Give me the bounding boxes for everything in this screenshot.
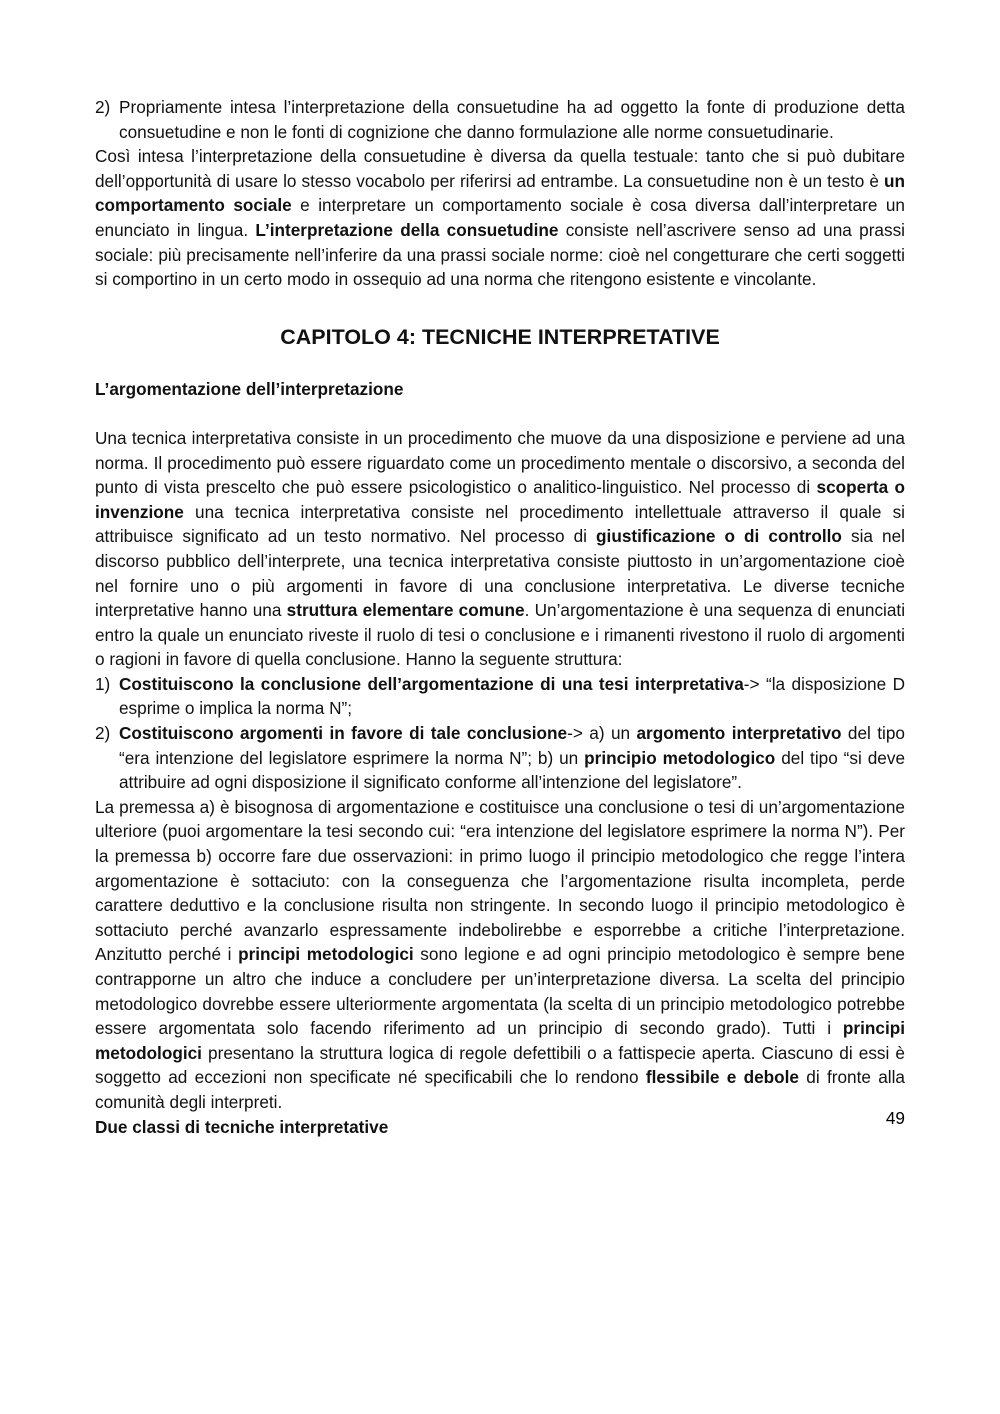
- bold-run: scoperta o invenzione: [95, 477, 905, 522]
- text-run: sia nel discorso pubblico dell’interprete, una tecnica interpretativa consiste piuttosto in un’argomentazione cioè nel fornire uno o più argomenti in favore di una conclusione interpretativa. Le diverse tecniche interpretative hanno una: [95, 526, 905, 621]
- text-run: . Un’argomentazione è una sequenza di enunciati entro la quale un enunciato riveste il ruolo di tesi o conclusione e i rimanenti rivestono il ruolo di argomenti o ragioni in favore di quella conclusione. Hanno la seguente struttura:: [95, 600, 906, 670]
- text-run: -> “la disposizione D esprime o implica la norma N”;: [119, 673, 905, 719]
- list-text: Propriamente intesa l’interpretazione della consuetudine ha ad oggetto la fonte di produzione detta consuetudine e non le fonti di cognizione che danno formulazione alle norme consuetudinarie.: [119, 97, 905, 142]
- closing-heading: [95, 1115, 905, 1140]
- page-number: 49: [885, 1108, 905, 1128]
- bold-run: flessibile e debole: [645, 1067, 799, 1088]
- structure-list: [95, 672, 905, 795]
- text-run: Una tecnica interpretativa consiste in un procedimento che muove da una disposizione e perviene ad una norma. Il procedimento può essere riguardato come un procedimento mentale o discorsivo, a seconda del punto di vista prescelto che può essere psicologistico o analitico-linguistico. Nel processo di: [95, 427, 905, 498]
- section-title: L’argomentazione dell’interpretazione: [95, 378, 404, 399]
- bold-run: un comportamento sociale: [95, 170, 905, 216]
- text-run: sono legione e ad ogni principio metodologico è sempre bene contrapporne un altro che induce a concludere per un’interpretazione diversa. La scelta del principio metodologico dovrebbe essere ulteriormente argomentata (la scelta di un principio metodologico potrebbe essere argomentata solo facendo riferimento ad un principio di secondo grado). Tutti i: [95, 944, 905, 1039]
- text-run: del tipo “si deve attribuire ad ogni disposizione il significato conforme all’intenzione del legislatore”.: [119, 747, 905, 793]
- text-run: presentano la struttura logica di regole defettibili o a fattispecie aperta. Ciascuno di essi è soggetto ad eccezioni non specificate né specificabili che lo rendono: [95, 1042, 905, 1088]
- list-item: [95, 672, 905, 721]
- paragraph-tecnica-interpretativa: [95, 426, 905, 672]
- intro-list: [95, 95, 905, 144]
- bold-run: principi metodologici: [238, 944, 414, 965]
- bold-run: Costituiscono la conclusione dell’argomentazione di una tesi interpretativa: [119, 673, 744, 694]
- list-number: 2): [95, 97, 111, 117]
- list-number: 2): [95, 723, 111, 744]
- bold-run: Due classi di tecniche interpretative: [95, 1116, 389, 1137]
- text-run: del tipo “era intenzione del legislatore esprimere la norma N”; b) un: [119, 723, 905, 768]
- bold-run: principi metodologici: [95, 1018, 905, 1063]
- list-item: [95, 95, 905, 144]
- bold-run: giustificazione o di controllo: [596, 526, 842, 547]
- bold-run: principio metodologico: [584, 747, 776, 768]
- text-run: Così intesa l’interpretazione della consuetudine è diversa da quella testuale: tanto che si può dubitare dell’opportunità di usare lo stesso vocabolo per riferirsi ad entrambe. La consuetudine non è un testo è: [95, 146, 905, 191]
- chapter-title: CAPITOLO 4: TECNICHE INTERPRETATIVE: [280, 324, 720, 349]
- list-item: [95, 721, 905, 795]
- bold-run: argomento interpretativo: [636, 723, 842, 744]
- paragraph-consuetudine: [95, 144, 905, 292]
- bold-run: L’interpretazione della consuetudine: [255, 219, 559, 240]
- page-body: [95, 95, 905, 1139]
- text-run: e interpretare un comportamento sociale è cosa diversa dall’interpretare un enunciato in lingua.: [95, 195, 905, 240]
- text-run: -> a) un: [567, 723, 637, 744]
- text-run: una tecnica interpretativa consiste nel procedimento intellettuale attraverso il quale si attribuisce significato ad un testo normativo. Nel processo di: [95, 501, 905, 547]
- text-run: di fronte alla comunità degli interpreti.: [95, 1067, 905, 1112]
- bold-run: struttura elementare comune: [286, 600, 525, 621]
- paragraph-premessa: [95, 795, 905, 1115]
- bold-run: Costituiscono argomenti in favore di tale conclusione: [119, 723, 568, 744]
- text-run: consiste nell’ascrivere senso ad una prassi sociale: più precisamente nell’inferire da una prassi sociale norme: cioè nel congetturare che certi soggetti si comportino in un certo modo in ossequio ad una norma che ritengono esistente e vincolante.: [95, 219, 905, 290]
- text-run: La premessa a) è bisognosa di argomentazione e costituisce una conclusione o tesi di un’argomentazione ulteriore (puoi argomentare la tesi secondo cui: “era intenzione del legislatore esprimere la norma N”). Per la premessa b) occorre fare due osservazioni: in primo luogo il principio metodologico che regge l’intera argomentazione è sottaciuto: con la conseguenza che l’argomentazione risulta incompleta, perde carattere deduttivo e la conclusione risulta non stringente. In secondo luogo il principio metodologico è sottaciuto perché avanzarlo espressamente indebolirebbe e esporrebbe a critiche l’interpretazione. Anzitutto perché i: [95, 796, 905, 965]
- list-number: 1): [95, 673, 111, 694]
